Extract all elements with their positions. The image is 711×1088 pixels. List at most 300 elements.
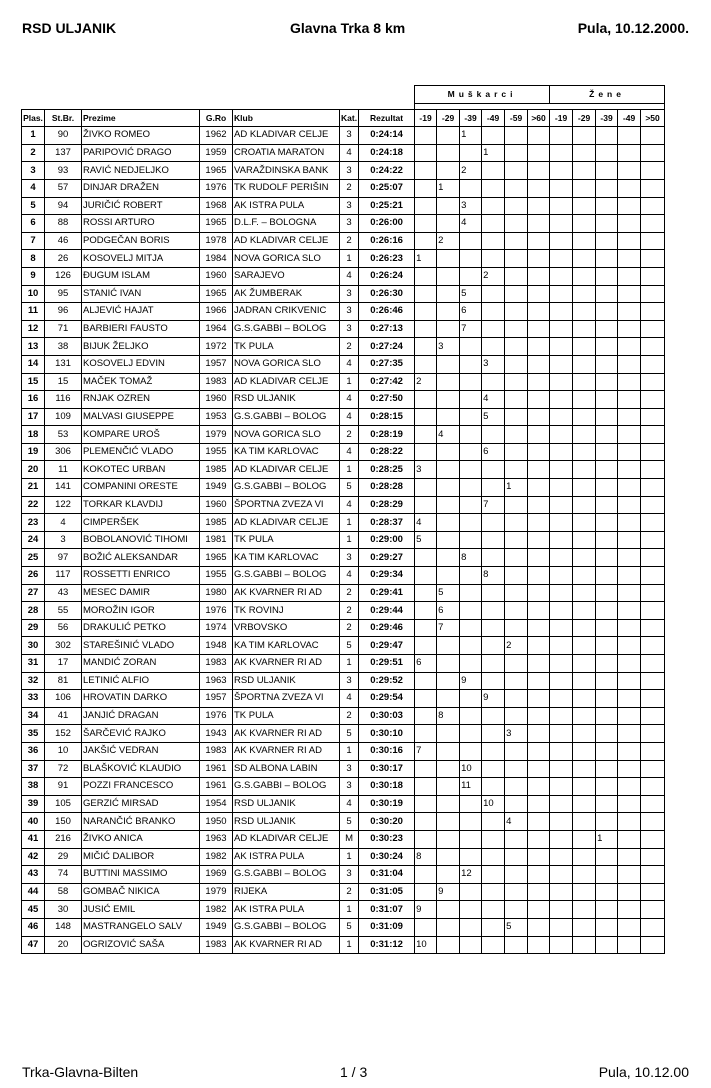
cell-age-group-rank xyxy=(618,144,641,162)
cell-result: 0:29:44 xyxy=(359,602,415,620)
cell-age-group-rank xyxy=(528,232,550,250)
cell-birth-year: 1979 xyxy=(200,426,233,444)
cell-age-group-rank xyxy=(505,830,528,848)
cell-category: 1 xyxy=(340,250,359,268)
cell-birth-year: 1960 xyxy=(200,496,233,514)
cell-age-group-rank xyxy=(505,285,528,303)
cell-age-group-rank xyxy=(641,936,665,954)
cell-birth-year: 1976 xyxy=(200,707,233,725)
cell-age-group-rank xyxy=(641,918,665,936)
cell-birth-year: 1957 xyxy=(200,355,233,373)
cell-age-group-rank xyxy=(528,531,550,549)
cell-age-group-rank xyxy=(618,285,641,303)
cell-age-group-rank xyxy=(596,813,618,831)
cell-age-group-rank xyxy=(618,848,641,866)
cell-birth-year: 1960 xyxy=(200,267,233,285)
cell-age-group-rank xyxy=(460,479,482,497)
cell-result: 0:31:05 xyxy=(359,883,415,901)
cell-age-group-rank xyxy=(641,373,665,391)
table-row xyxy=(22,320,665,338)
cell-club: G.S.GABBI – BOLOG xyxy=(233,408,340,426)
cell-age-group-rank xyxy=(550,901,573,919)
cell-place: 42 xyxy=(22,848,45,866)
table-row xyxy=(22,355,665,373)
cell-result: 0:30:23 xyxy=(359,830,415,848)
cell-birth-year: 1984 xyxy=(200,250,233,268)
cell-age-group-rank xyxy=(437,690,460,708)
cell-category: 5 xyxy=(340,725,359,743)
cell-age-group-rank xyxy=(641,795,665,813)
cell-age-group-rank xyxy=(550,391,573,409)
cell-age-group-rank xyxy=(528,496,550,514)
cell-age-group-rank xyxy=(415,866,437,884)
cell-age-group-rank xyxy=(550,320,573,338)
cell-age-group-rank xyxy=(641,813,665,831)
cell-age-group-rank xyxy=(505,320,528,338)
cell-age-group-rank xyxy=(596,637,618,655)
cell-category: 3 xyxy=(340,162,359,180)
table-row xyxy=(22,742,665,760)
cell-age-group-rank xyxy=(415,813,437,831)
cell-place: 12 xyxy=(22,320,45,338)
cell-age-group-rank xyxy=(505,672,528,690)
cell-birth-year: 1983 xyxy=(200,742,233,760)
cell-name: MASTRANGELO SALV xyxy=(82,918,200,936)
cell-age-group-rank xyxy=(596,901,618,919)
cell-category: 4 xyxy=(340,391,359,409)
cell-age-group-rank: 2 xyxy=(505,637,528,655)
cell-age-group-rank: 5 xyxy=(505,918,528,936)
cell-age-group-rank xyxy=(437,303,460,321)
cell-result: 0:30:24 xyxy=(359,848,415,866)
cell-age-group-rank xyxy=(437,531,460,549)
cell-age-group-rank xyxy=(550,267,573,285)
cell-result: 0:30:19 xyxy=(359,795,415,813)
cell-age-group-rank xyxy=(641,760,665,778)
cell-age-group-rank xyxy=(573,179,596,197)
cell-start-number: 41 xyxy=(45,707,82,725)
cell-age-group-rank xyxy=(437,162,460,180)
cell-age-group-rank xyxy=(596,426,618,444)
cell-place: 28 xyxy=(22,602,45,620)
cell-name: GOMBAČ NIKICA xyxy=(82,883,200,901)
cell-name: STAREŠINIĆ VLADO xyxy=(82,637,200,655)
cell-age-group-rank xyxy=(505,338,528,356)
cell-name: BIJUK ŽELJKO xyxy=(82,338,200,356)
table-row xyxy=(22,461,665,479)
cell-age-group-rank xyxy=(573,742,596,760)
cell-age-group-rank: 4 xyxy=(437,426,460,444)
cell-category: 1 xyxy=(340,514,359,532)
cell-age-group-rank xyxy=(528,391,550,409)
cell-age-group-rank xyxy=(528,637,550,655)
cell-age-group-rank xyxy=(460,619,482,637)
cell-age-group-rank: 9 xyxy=(437,883,460,901)
cell-age-group-rank xyxy=(550,496,573,514)
cell-age-group-rank xyxy=(573,391,596,409)
cell-age-group-rank xyxy=(550,883,573,901)
table-row xyxy=(22,778,665,796)
cell-age-group-rank xyxy=(641,690,665,708)
cell-age-group-rank xyxy=(460,232,482,250)
cell-result: 0:31:04 xyxy=(359,866,415,884)
cell-age-group-rank xyxy=(528,250,550,268)
cell-age-group-rank xyxy=(437,443,460,461)
footer-place-date: Pula, 10.12.00 xyxy=(598,1064,689,1080)
cell-age-group-rank xyxy=(415,549,437,567)
cell-age-group-rank: 5 xyxy=(437,584,460,602)
cell-age-group-rank xyxy=(573,866,596,884)
cell-start-number: 58 xyxy=(45,883,82,901)
cell-age-group-rank xyxy=(437,215,460,233)
cell-age-group-rank xyxy=(482,901,505,919)
organization-title: RSD ULJANIK xyxy=(22,20,117,36)
cell-age-group-rank xyxy=(505,901,528,919)
cell-age-group-rank xyxy=(641,602,665,620)
cell-age-group-rank xyxy=(618,303,641,321)
cell-name: PODGEČAN BORIS xyxy=(82,232,200,250)
cell-age-group-rank xyxy=(415,162,437,180)
cell-club: AK ISTRA PULA xyxy=(233,848,340,866)
cell-club: AK KVARNER RI AD xyxy=(233,742,340,760)
cell-age-group-rank xyxy=(550,250,573,268)
cell-age-group-rank xyxy=(528,549,550,567)
cell-age-group-rank xyxy=(618,918,641,936)
cell-name: BARBIERI FAUSTO xyxy=(82,320,200,338)
cell-start-number: 38 xyxy=(45,338,82,356)
cell-result: 0:31:12 xyxy=(359,936,415,954)
cell-age-group-rank xyxy=(641,461,665,479)
cell-age-group-rank xyxy=(573,690,596,708)
cell-age-group-rank xyxy=(596,162,618,180)
cell-result: 0:26:30 xyxy=(359,285,415,303)
cell-club: G.S.GABBI – BOLOG xyxy=(233,479,340,497)
cell-result: 0:26:23 xyxy=(359,250,415,268)
table-row xyxy=(22,813,665,831)
cell-result: 0:31:09 xyxy=(359,918,415,936)
cell-age-group-rank xyxy=(482,619,505,637)
cell-age-group-rank xyxy=(596,250,618,268)
cell-category: 5 xyxy=(340,813,359,831)
table-row xyxy=(22,672,665,690)
cell-age-group-rank xyxy=(505,742,528,760)
cell-start-number: 56 xyxy=(45,619,82,637)
col-header-cat: Kat. xyxy=(340,109,359,127)
cell-category: 1 xyxy=(340,936,359,954)
cell-category: 3 xyxy=(340,215,359,233)
cell-birth-year: 1955 xyxy=(200,567,233,585)
cell-category: 4 xyxy=(340,690,359,708)
cell-birth-year: 1976 xyxy=(200,602,233,620)
group-header-women: Žene xyxy=(550,86,665,104)
cell-result: 0:27:42 xyxy=(359,373,415,391)
cell-result: 0:29:47 xyxy=(359,637,415,655)
cell-age-group-rank xyxy=(550,549,573,567)
cell-age-group-rank xyxy=(618,901,641,919)
table-row xyxy=(22,707,665,725)
cell-age-group-rank: 4 xyxy=(482,391,505,409)
cell-age-group-rank xyxy=(618,373,641,391)
cell-age-group-rank xyxy=(482,338,505,356)
cell-birth-year: 1943 xyxy=(200,725,233,743)
cell-age-group-rank xyxy=(505,162,528,180)
cell-age-group-rank: 5 xyxy=(482,408,505,426)
cell-place: 18 xyxy=(22,426,45,444)
cell-age-group-rank xyxy=(437,408,460,426)
cell-age-group-rank xyxy=(573,602,596,620)
cell-age-group-rank xyxy=(573,443,596,461)
col-header-year: G.Ro xyxy=(200,109,233,127)
cell-age-group-rank: 1 xyxy=(596,830,618,848)
cell-start-number: 141 xyxy=(45,479,82,497)
cell-age-group-rank xyxy=(437,760,460,778)
cell-age-group-rank xyxy=(437,373,460,391)
cell-age-group-rank xyxy=(437,567,460,585)
cell-age-group-rank xyxy=(437,461,460,479)
cell-age-group-rank xyxy=(618,479,641,497)
cell-age-group-rank xyxy=(460,795,482,813)
cell-age-group-rank xyxy=(437,778,460,796)
cell-age-group-rank xyxy=(550,619,573,637)
cell-age-group-rank xyxy=(573,848,596,866)
cell-place: 45 xyxy=(22,901,45,919)
cell-place: 39 xyxy=(22,795,45,813)
cell-birth-year: 1948 xyxy=(200,637,233,655)
cell-place: 20 xyxy=(22,461,45,479)
cell-category: M xyxy=(340,830,359,848)
col-header-men-age: -49 xyxy=(482,109,505,127)
cell-name: PARIPOVIĆ DRAGO xyxy=(82,144,200,162)
cell-age-group-rank xyxy=(618,866,641,884)
cell-age-group-rank xyxy=(596,443,618,461)
cell-name: DRAKULIĆ PETKO xyxy=(82,619,200,637)
table-row xyxy=(22,549,665,567)
cell-birth-year: 1962 xyxy=(200,127,233,145)
cell-age-group-rank xyxy=(573,285,596,303)
table-row xyxy=(22,391,665,409)
cell-club: G.S.GABBI – BOLOG xyxy=(233,778,340,796)
table-row xyxy=(22,408,665,426)
cell-result: 0:27:50 xyxy=(359,391,415,409)
group-header-men: Muškarci xyxy=(415,86,550,104)
cell-age-group-rank xyxy=(596,408,618,426)
cell-club: RIJEKA xyxy=(233,883,340,901)
cell-age-group-rank xyxy=(415,496,437,514)
cell-age-group-rank xyxy=(618,690,641,708)
cell-start-number: 306 xyxy=(45,443,82,461)
cell-age-group-rank xyxy=(437,355,460,373)
cell-age-group-rank: 8 xyxy=(415,848,437,866)
cell-age-group-rank xyxy=(415,391,437,409)
cell-age-group-rank xyxy=(550,918,573,936)
cell-place: 10 xyxy=(22,285,45,303)
cell-age-group-rank xyxy=(618,355,641,373)
cell-age-group-rank xyxy=(596,127,618,145)
cell-place: 23 xyxy=(22,514,45,532)
cell-age-group-rank xyxy=(596,584,618,602)
cell-age-group-rank xyxy=(482,197,505,215)
cell-club: AD KLADIVAR CELJE xyxy=(233,514,340,532)
cell-result: 0:29:51 xyxy=(359,655,415,673)
cell-age-group-rank xyxy=(482,426,505,444)
cell-category: 4 xyxy=(340,496,359,514)
cell-age-group-rank xyxy=(505,707,528,725)
cell-age-group-rank xyxy=(618,250,641,268)
cell-age-group-rank xyxy=(573,250,596,268)
cell-result: 0:28:29 xyxy=(359,496,415,514)
cell-club: AD KLADIVAR CELJE xyxy=(233,830,340,848)
cell-age-group-rank xyxy=(482,549,505,567)
cell-age-group-rank: 6 xyxy=(415,655,437,673)
cell-name: HROVATIN DARKO xyxy=(82,690,200,708)
cell-result: 0:29:46 xyxy=(359,619,415,637)
cell-age-group-rank xyxy=(460,267,482,285)
cell-age-group-rank xyxy=(596,936,618,954)
cell-age-group-rank xyxy=(550,162,573,180)
cell-name: CIMPERŠEK xyxy=(82,514,200,532)
cell-age-group-rank xyxy=(528,338,550,356)
cell-start-number: 74 xyxy=(45,866,82,884)
cell-age-group-rank xyxy=(528,725,550,743)
cell-age-group-rank xyxy=(596,760,618,778)
cell-name: MOROŽIN IGOR xyxy=(82,602,200,620)
cell-age-group-rank xyxy=(505,179,528,197)
cell-age-group-rank: 4 xyxy=(505,813,528,831)
cell-place: 1 xyxy=(22,127,45,145)
cell-age-group-rank xyxy=(528,408,550,426)
cell-age-group-rank xyxy=(573,162,596,180)
cell-age-group-rank xyxy=(528,567,550,585)
cell-club: AK KVARNER RI AD xyxy=(233,655,340,673)
cell-place: 47 xyxy=(22,936,45,954)
cell-name: BLAŠKOVIĆ KLAUDIO xyxy=(82,760,200,778)
cell-result: 0:29:00 xyxy=(359,531,415,549)
cell-age-group-rank xyxy=(573,514,596,532)
cell-age-group-rank xyxy=(641,742,665,760)
cell-age-group-rank xyxy=(415,795,437,813)
cell-age-group-rank xyxy=(528,813,550,831)
cell-age-group-rank xyxy=(415,707,437,725)
cell-age-group-rank xyxy=(528,866,550,884)
cell-name: JAKŠIĆ VEDRAN xyxy=(82,742,200,760)
cell-club: ŠPORTNA ZVEZA VI xyxy=(233,690,340,708)
cell-club: JADRAN CRIKVENIC xyxy=(233,303,340,321)
cell-club: AK ISTRA PULA xyxy=(233,901,340,919)
cell-age-group-rank xyxy=(482,848,505,866)
cell-age-group-rank xyxy=(505,250,528,268)
cell-club: AK KVARNER RI AD xyxy=(233,725,340,743)
table-row xyxy=(22,514,665,532)
cell-age-group-rank xyxy=(482,866,505,884)
cell-age-group-rank xyxy=(437,197,460,215)
table-row xyxy=(22,848,665,866)
cell-age-group-rank xyxy=(437,320,460,338)
cell-age-group-rank xyxy=(482,707,505,725)
cell-age-group-rank xyxy=(641,637,665,655)
cell-age-group-rank xyxy=(618,707,641,725)
table-row xyxy=(22,179,665,197)
cell-age-group-rank xyxy=(505,373,528,391)
cell-age-group-rank xyxy=(550,531,573,549)
cell-category: 3 xyxy=(340,778,359,796)
cell-age-group-rank xyxy=(505,426,528,444)
cell-age-group-rank xyxy=(482,918,505,936)
cell-age-group-rank xyxy=(460,830,482,848)
cell-start-number: 106 xyxy=(45,690,82,708)
cell-age-group-rank xyxy=(550,778,573,796)
cell-age-group-rank xyxy=(415,320,437,338)
cell-category: 1 xyxy=(340,655,359,673)
cell-age-group-rank xyxy=(460,707,482,725)
cell-age-group-rank xyxy=(505,514,528,532)
cell-age-group-rank xyxy=(482,461,505,479)
cell-birth-year: 1982 xyxy=(200,901,233,919)
cell-age-group-rank xyxy=(618,725,641,743)
cell-age-group-rank xyxy=(460,567,482,585)
cell-result: 0:30:18 xyxy=(359,778,415,796)
cell-birth-year: 1949 xyxy=(200,918,233,936)
cell-age-group-rank xyxy=(596,848,618,866)
cell-age-group-rank xyxy=(550,830,573,848)
cell-name: KOSOVELJ MITJA xyxy=(82,250,200,268)
cell-result: 0:29:52 xyxy=(359,672,415,690)
table-row xyxy=(22,215,665,233)
cell-category: 1 xyxy=(340,848,359,866)
cell-club: RSD ULJANIK xyxy=(233,795,340,813)
cell-age-group-rank xyxy=(618,127,641,145)
cell-start-number: 137 xyxy=(45,144,82,162)
cell-age-group-rank xyxy=(482,742,505,760)
cell-age-group-rank xyxy=(460,936,482,954)
cell-age-group-rank: 1 xyxy=(482,144,505,162)
cell-age-group-rank xyxy=(596,355,618,373)
cell-place: 36 xyxy=(22,742,45,760)
cell-age-group-rank xyxy=(618,602,641,620)
table-row xyxy=(22,373,665,391)
cell-age-group-rank xyxy=(505,461,528,479)
cell-club: TK ROVINJ xyxy=(233,602,340,620)
cell-place: 14 xyxy=(22,355,45,373)
cell-age-group-rank xyxy=(573,760,596,778)
cell-age-group-rank: 2 xyxy=(460,162,482,180)
cell-age-group-rank xyxy=(573,127,596,145)
cell-age-group-rank xyxy=(596,866,618,884)
cell-age-group-rank xyxy=(505,567,528,585)
cell-age-group-rank xyxy=(641,338,665,356)
cell-age-group-rank xyxy=(505,408,528,426)
cell-age-group-rank xyxy=(505,215,528,233)
cell-age-group-rank xyxy=(415,567,437,585)
cell-place: 17 xyxy=(22,408,45,426)
cell-age-group-rank: 12 xyxy=(460,866,482,884)
cell-category: 4 xyxy=(340,795,359,813)
cell-start-number: 72 xyxy=(45,760,82,778)
cell-start-number: 91 xyxy=(45,778,82,796)
cell-birth-year: 1959 xyxy=(200,144,233,162)
cell-age-group-rank xyxy=(415,690,437,708)
cell-age-group-rank xyxy=(573,637,596,655)
cell-age-group-rank xyxy=(415,760,437,778)
cell-age-group-rank xyxy=(550,461,573,479)
cell-age-group-rank xyxy=(415,285,437,303)
cell-age-group-rank xyxy=(618,179,641,197)
cell-age-group-rank xyxy=(460,461,482,479)
cell-club: TK RUDOLF PERIŠIN xyxy=(233,179,340,197)
cell-result: 0:28:25 xyxy=(359,461,415,479)
cell-category: 1 xyxy=(340,901,359,919)
cell-age-group-rank xyxy=(550,408,573,426)
cell-age-group-rank xyxy=(482,479,505,497)
